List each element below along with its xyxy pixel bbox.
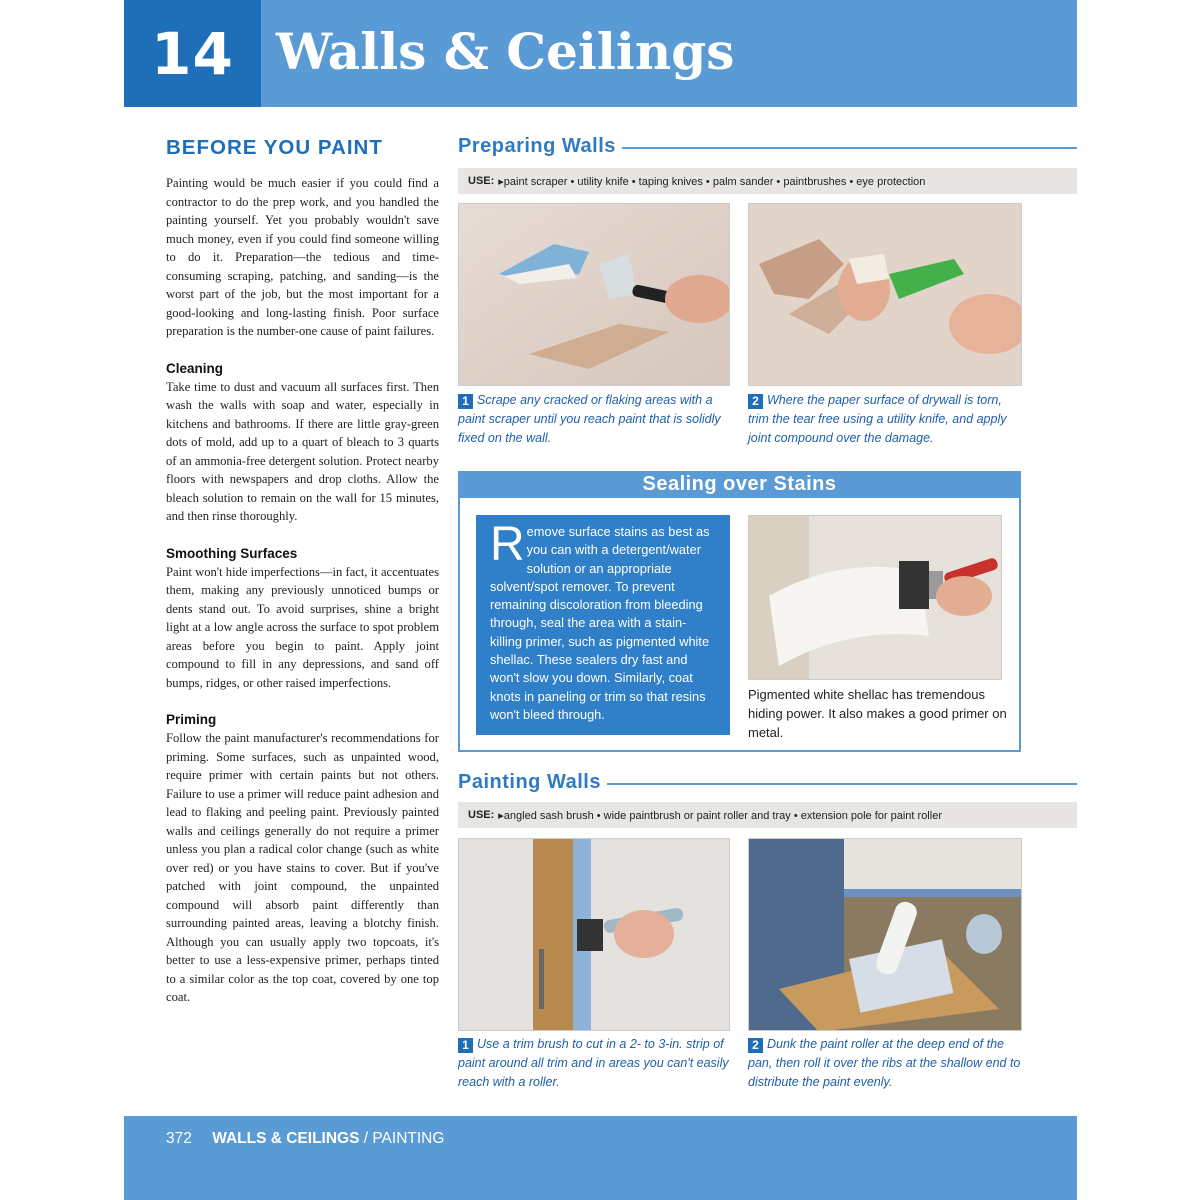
step-text: Dunk the paint roller at the deep end of the pan, then roll it over the ribs at the shallow end to distribute the paint evenly. [748, 1037, 1021, 1089]
left-column [166, 136, 439, 1007]
cleaning-paragraph: Take time to dust and vacuum all surfaces first. Then wash the walls with soap and water, especially in kitchens and bathrooms. If there are little gray-green dots of mold, add up to a quart of bleach to 3 quarts of an ammonia-free detergent solution. Protect nearby floors with newspapers and drop cloths. Allow the bleach solution to remain on the wall for 15 minutes, and then rinse thoroughly. [166, 379, 439, 523]
use-label: USE: [468, 809, 495, 821]
painting-step-1-caption [458, 1035, 730, 1092]
intro-paragraph: Painting would be much easier if you could find a contractor to do the prep work, and you handled the painting yourself. Yet you probably wouldn't save much money, even if you could find someone willing to do it. Preparation—the tedious and time-consuming scraping, patching, and sanding—is the worst part of the job, but the most important for a good-looking and long-lasting finish. Poor surface preparation is the number-one cause of paint failures. [166, 176, 439, 338]
preparing-walls-heading [458, 135, 1077, 161]
page-number: 372 [166, 1130, 192, 1147]
smoothing-paragraph: Paint won't hide imperfections—in fact, it accentuates them, making any previously unnoticed bumps or dents stand out. To avoid surprises, shine a bright light at a low angle across the surface to spot problem areas before you begin to paint. Apply joint compound to fill in any depressions, and sand off bumps, ridges, or other raised imperfections. [166, 564, 439, 690]
subheading-smoothing: Smoothing Surfaces [166, 545, 298, 561]
photo-roller-tray [748, 838, 1022, 1031]
footer-text [166, 1130, 444, 1148]
chapter-number: 14 [124, 0, 261, 107]
preparing-step-1-caption [458, 391, 730, 448]
roller-tray-photo-illustration [749, 839, 1022, 1031]
step-text: Scrape any cracked or flaking areas with a paint scraper until you reach paint that is solidly fixed on the wall. [458, 393, 721, 445]
preparing-step-2-caption [748, 391, 1022, 448]
scraping-photo-illustration [459, 204, 730, 386]
shellac-photo-illustration [749, 516, 1002, 680]
footer-band [124, 1116, 1077, 1200]
use-label: USE: [468, 175, 495, 187]
photo-shellac-brush [748, 515, 1002, 680]
preparing-tools-bar [458, 168, 1077, 194]
painting-step-2-caption [748, 1035, 1022, 1092]
footer-subsection: / PAINTING [363, 1130, 445, 1147]
preparing-walls-title: Preparing Walls [458, 135, 622, 157]
sealing-text-panel [476, 515, 730, 735]
step-text: Where the paper surface of drywall is torn, trim the tear free using a utility knife, and apply joint compound over the damage. [748, 393, 1007, 445]
priming-paragraph: Follow the paint manufacturer's recommendations for priming. Some surfaces, such as unpainted wood, require primer with certain paints but not others. Failure to use a primer will reduce paint adhesion and lead to flaking and peeling paint. Previously painted walls and ceilings generally do not require a primer unless you plan a radical color change (such as white over red) or you have stains to cover. But if you've patched with joint compound, the unpainted compound will absorb paint differently than surrounding painted areas, leaving a blotchy finish. Although you can usually apply two topcoats, it's better to use a less-expensive primer, perhaps tinted to a similar color as the top coat, covered by one top coat. [166, 731, 439, 1004]
step-number: 1 [458, 394, 473, 409]
step-number: 2 [748, 394, 763, 409]
step-text: Use a trim brush to cut in a 2- to 3-in. strip of paint around all trim and in areas you can't easily reach with a roller. [458, 1037, 729, 1089]
subheading-cleaning: Cleaning [166, 360, 224, 376]
footer-section: WALLS & CEILINGS [212, 1130, 360, 1147]
sealing-photo-caption: Pigmented white shellac has tremendous hiding power. It also makes a good primer on metal. [748, 687, 1007, 740]
step-number: 1 [458, 1038, 473, 1053]
tools-list: ▸angled sash brush • wide paintbrush or paint roller and tray • extension pole for paint roller [498, 809, 942, 822]
painting-walls-heading [458, 771, 1077, 797]
painting-tools-bar [458, 802, 1077, 828]
step-number: 2 [748, 1038, 763, 1053]
photo-scraping-wall [458, 203, 730, 386]
sealing-heading: Sealing over Stains [458, 471, 1021, 498]
subheading-priming: Priming [166, 712, 217, 727]
drop-cap: R [490, 518, 525, 571]
trimming-photo-illustration [749, 204, 1022, 386]
painting-walls-title: Painting Walls [458, 771, 607, 793]
trim-brush-photo-illustration [459, 839, 730, 1031]
photo-trim-brush [458, 838, 730, 1031]
tools-list: ▸paint scraper • utility knife • taping knives • palm sander • paintbrushes • eye protection [498, 175, 926, 188]
photo-trimming-drywall [748, 203, 1022, 386]
sealing-body-text: emove surface stains as best as you can with a detergent/water solution or an appropriate solvent/spot remover. To prevent remaining discoloration from bleeding through, seal the area with a stain-killing primer, such as pigmented white shellac. These sealers dry fast and won't slow you down. Similarly, coat knots in paneling or trim so that resins won't bleed through. [490, 524, 710, 722]
chapter-title: Walls & Ceilings [276, 22, 735, 81]
section-heading-before-you-paint: BEFORE YOU PAINT [166, 136, 383, 159]
